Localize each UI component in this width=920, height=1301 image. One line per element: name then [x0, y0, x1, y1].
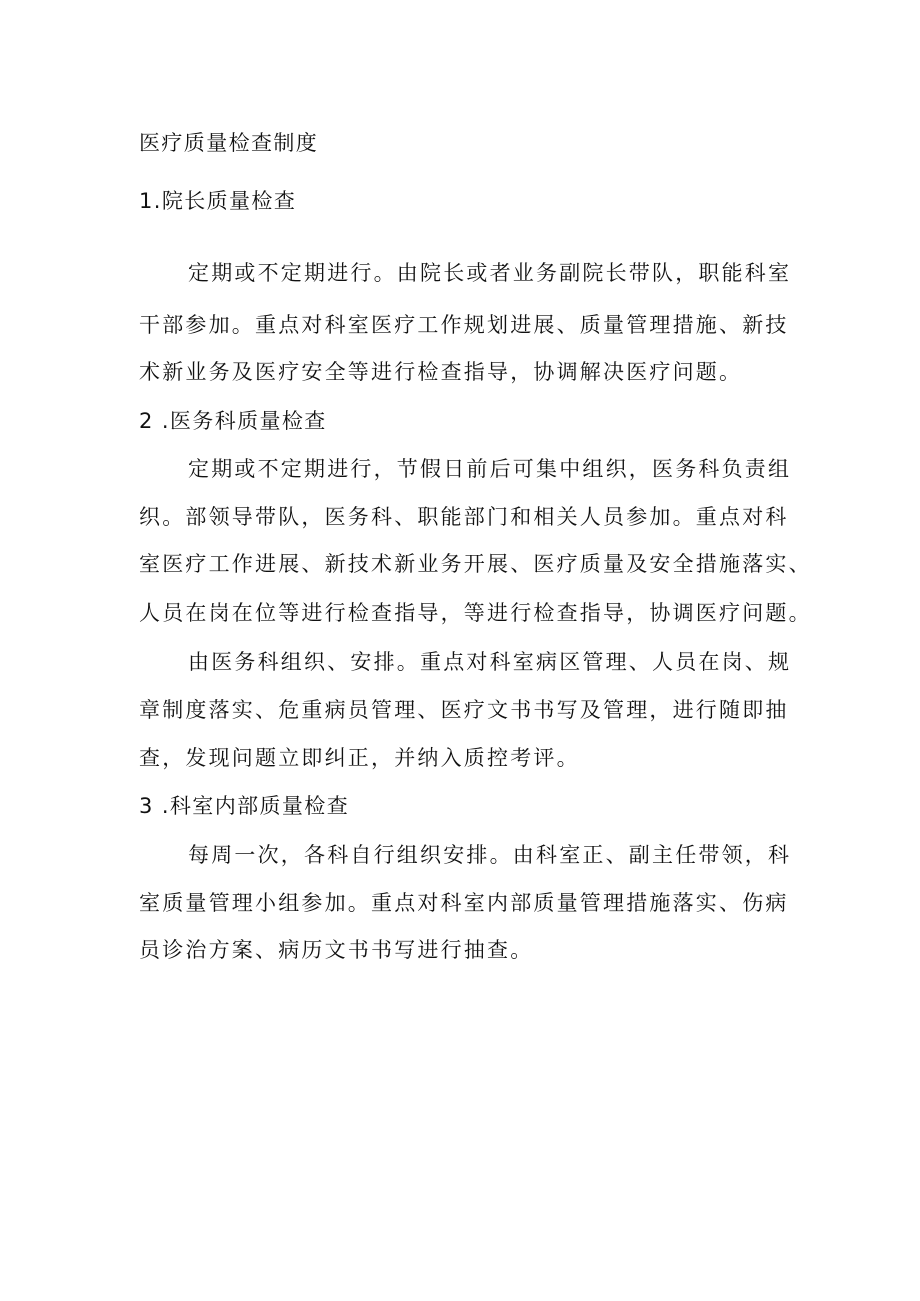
paragraph-line: 定期或不定期进行，节假日前后可集中组织，医务科负责组: [188, 457, 792, 481]
paragraph-line: 由医务科组织、安排。重点对科室病区管理、人员在岗、规: [188, 650, 792, 674]
paragraph-line: 干部参加。重点对科室医疗工作规划进展、质量管理措施、新技: [139, 313, 789, 337]
section-heading-1: 1.院长质量检查: [139, 189, 297, 213]
paragraph-line: 织。部领导带队，医务科、职能部门和相关人员参加。重点对科: [139, 505, 789, 529]
paragraph-line: 人员在岗在位等进行检查指导，等进行检查指导，协调医疗问题。: [139, 601, 812, 625]
document-title: 医疗质量检查制度: [139, 131, 319, 155]
paragraph-line: 每周一次，各科自行组织安排。由科室正、副主任带领，科: [188, 843, 792, 867]
section-heading-2: 2 .医务科质量检查: [139, 409, 327, 433]
paragraph-line: 定期或不定期进行。由院长或者业务副院长带队，职能科室: [188, 261, 792, 285]
paragraph-line: 章制度落实、危重病员管理、医疗文书书写及管理，进行随即抽: [139, 698, 789, 722]
paragraph-line: 查，发现问题立即纠正，并纳入质控考评。: [139, 746, 580, 770]
paragraph-line: 室医疗工作进展、新技术新业务开展、医疗质量及安全措施落实、: [139, 552, 812, 576]
section-heading-3: 3 .科室内部质量检查: [139, 794, 350, 818]
paragraph-line: 术新业务及医疗安全等进行检查指导，协调解决医疗问题。: [139, 360, 743, 384]
paragraph-line: 室质量管理小组参加。重点对科室内部质量管理措施落实、伤病: [139, 891, 789, 915]
paragraph-line: 员诊治方案、病历文书书写进行抽查。: [139, 938, 534, 962]
